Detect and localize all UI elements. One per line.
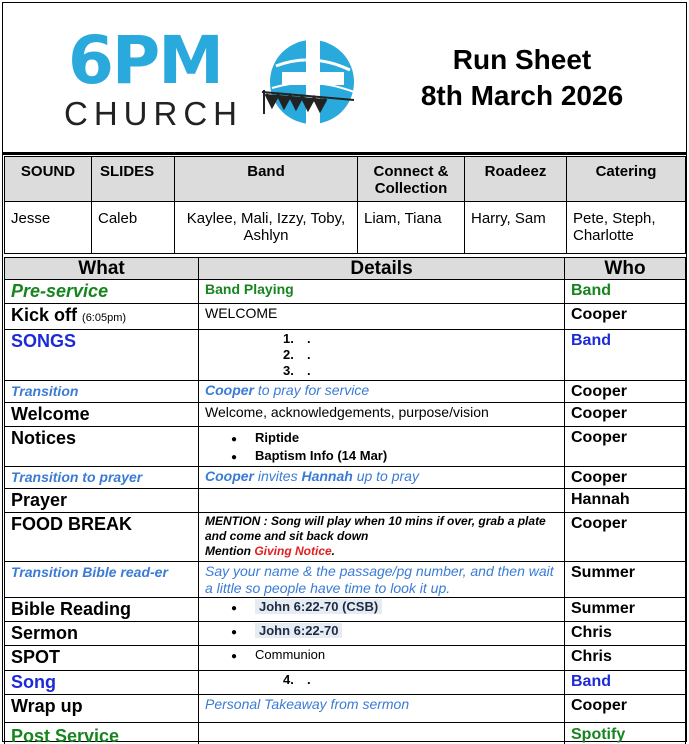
schedule-header-row — [5, 258, 686, 280]
run-sheet-title-block — [372, 42, 672, 114]
role-value-catering: Pete, Steph, Charlotte — [567, 202, 686, 254]
logo-6pm-text: 6PM — [68, 22, 222, 99]
details-songs — [199, 330, 565, 381]
row-songs — [5, 330, 686, 381]
details-notices — [199, 427, 565, 467]
song-item: 3. . — [283, 363, 311, 378]
logo-globe-cross-icon — [262, 36, 354, 136]
who-transition: Cooper — [565, 381, 686, 403]
details-spot — [199, 646, 565, 671]
details-bible-reading — [199, 598, 565, 622]
who-transition-bible: Summer — [565, 562, 686, 598]
roles-header-row — [5, 157, 686, 202]
what-welcome: Welcome — [5, 403, 199, 427]
what-wrap-up: Wrap up — [5, 695, 199, 723]
who-wrap-up: Cooper — [565, 695, 686, 723]
bible-passage-chip: John 6:22-70 (CSB) — [255, 599, 382, 614]
row-transition — [5, 381, 686, 403]
details-wrap-up: Personal Takeaway from sermon — [199, 695, 565, 723]
role-header-catering: Catering — [567, 157, 686, 202]
what-food-break: FOOD BREAK — [5, 513, 199, 562]
what-transition-bible: Transition Bible read-er — [5, 562, 199, 598]
role-value-band: Kaylee, Mali, Izzy, Toby, Ashlyn — [175, 202, 358, 254]
details-transition: Cooper to pray for service — [199, 381, 565, 403]
row-spot — [5, 646, 686, 671]
who-songs: Band — [565, 330, 686, 381]
details-sermon — [199, 622, 565, 646]
kickoff-label: Kick off — [11, 305, 78, 325]
who-food-break: Cooper — [565, 513, 686, 562]
row-food-break — [5, 513, 686, 562]
role-value-slides: Caleb — [92, 202, 175, 254]
row-bible-reading — [5, 598, 686, 622]
page-header — [2, 2, 687, 155]
schedule-table — [4, 257, 686, 744]
schedule-header-what: What — [5, 258, 199, 280]
what-notices: Notices — [5, 427, 199, 467]
who-transition-prayer: Cooper — [565, 467, 686, 489]
what-preservice: Pre-service — [5, 280, 199, 304]
who-song: Band — [565, 671, 686, 695]
song-item: 4. . — [283, 672, 311, 687]
roles-value-row — [5, 202, 686, 254]
who-kickoff: Cooper — [565, 304, 686, 330]
role-value-roadeez: Harry, Sam — [465, 202, 567, 254]
role-value-connect: Liam, Tiana — [358, 202, 465, 254]
details-prayer — [199, 489, 565, 513]
who-notices: Cooper — [565, 427, 686, 467]
sermon-item — [231, 623, 558, 641]
what-prayer: Prayer — [5, 489, 199, 513]
notice-item: ● Riptide — [231, 430, 558, 448]
run-sheet-date: 8th March 2026 — [420, 80, 624, 111]
details-kickoff: WELCOME — [199, 304, 565, 330]
schedule-header-details: Details — [199, 258, 565, 280]
what-transition: Transition — [5, 381, 199, 403]
details-transition-prayer: Cooper invites Hannah up to pray — [199, 467, 565, 489]
notice-item: ● Baptism Info (14 Mar) — [231, 448, 558, 466]
details-transition-bible: Say your name & the passage/pg number, and then wait a little so people have time to look it up. — [199, 562, 565, 598]
row-wrap-up — [5, 695, 686, 723]
what-bible-reading: Bible Reading — [5, 598, 199, 622]
logo-church-text: CHURCH — [64, 95, 243, 132]
details-food-break — [199, 513, 565, 562]
row-kickoff — [5, 304, 686, 330]
song-item: 2. . — [283, 347, 311, 362]
role-header-slides: SLIDES — [92, 157, 175, 202]
who-prayer: Hannah — [565, 489, 686, 513]
row-post-service — [5, 723, 686, 744]
row-transition-bible — [5, 562, 686, 598]
row-notices — [5, 427, 686, 467]
who-sermon: Chris — [565, 622, 686, 646]
what-spot: SPOT — [5, 646, 199, 671]
what-songs: SONGS — [5, 330, 199, 381]
kickoff-time: (6:05pm) — [82, 312, 127, 324]
roles-table — [4, 156, 686, 254]
spot-item: ● Communion — [231, 647, 558, 665]
songs-list — [283, 331, 558, 379]
role-header-sound: SOUND — [5, 157, 92, 202]
row-preservice — [5, 280, 686, 304]
role-header-band: Band — [175, 157, 358, 202]
church-logo — [60, 22, 360, 136]
row-transition-prayer — [5, 467, 686, 489]
who-spot: Chris — [565, 646, 686, 671]
row-song — [5, 671, 686, 695]
role-header-roadeez: Roadeez — [465, 157, 567, 202]
details-song — [199, 671, 565, 695]
details-preservice: Band Playing — [199, 280, 565, 304]
details-post-service — [199, 723, 565, 744]
sermon-passage-chip: John 6:22-70 — [255, 623, 342, 638]
who-preservice: Band — [565, 280, 686, 304]
who-bible-reading: Summer — [565, 598, 686, 622]
what-song: Song — [5, 671, 199, 695]
schedule-header-who: Who — [565, 258, 686, 280]
row-prayer — [5, 489, 686, 513]
song-item: 1. . — [283, 331, 311, 346]
what-post-service: Post Service — [5, 723, 199, 744]
details-welcome: Welcome, acknowledgements, purpose/vision — [199, 403, 565, 427]
food-giving-line: Mention Giving Notice. — [205, 544, 336, 558]
role-header-connect: Connect & Collection — [358, 157, 465, 202]
what-sermon: Sermon — [5, 622, 199, 646]
row-welcome — [5, 403, 686, 427]
who-post-service: Spotify — [565, 723, 686, 744]
what-transition-prayer: Transition to prayer — [5, 467, 199, 489]
what-kickoff — [5, 304, 199, 330]
notices-list — [231, 430, 558, 466]
role-value-sound: Jesse — [5, 202, 92, 254]
giving-notice-text: Giving Notice — [254, 544, 332, 558]
bible-item — [231, 599, 558, 617]
row-sermon — [5, 622, 686, 646]
food-mention-line: MENTION : Song will play when 10 mins if over, grab a plate and come and sit back down — [205, 514, 546, 543]
who-welcome: Cooper — [565, 403, 686, 427]
run-sheet-title: Run Sheet — [452, 44, 592, 75]
